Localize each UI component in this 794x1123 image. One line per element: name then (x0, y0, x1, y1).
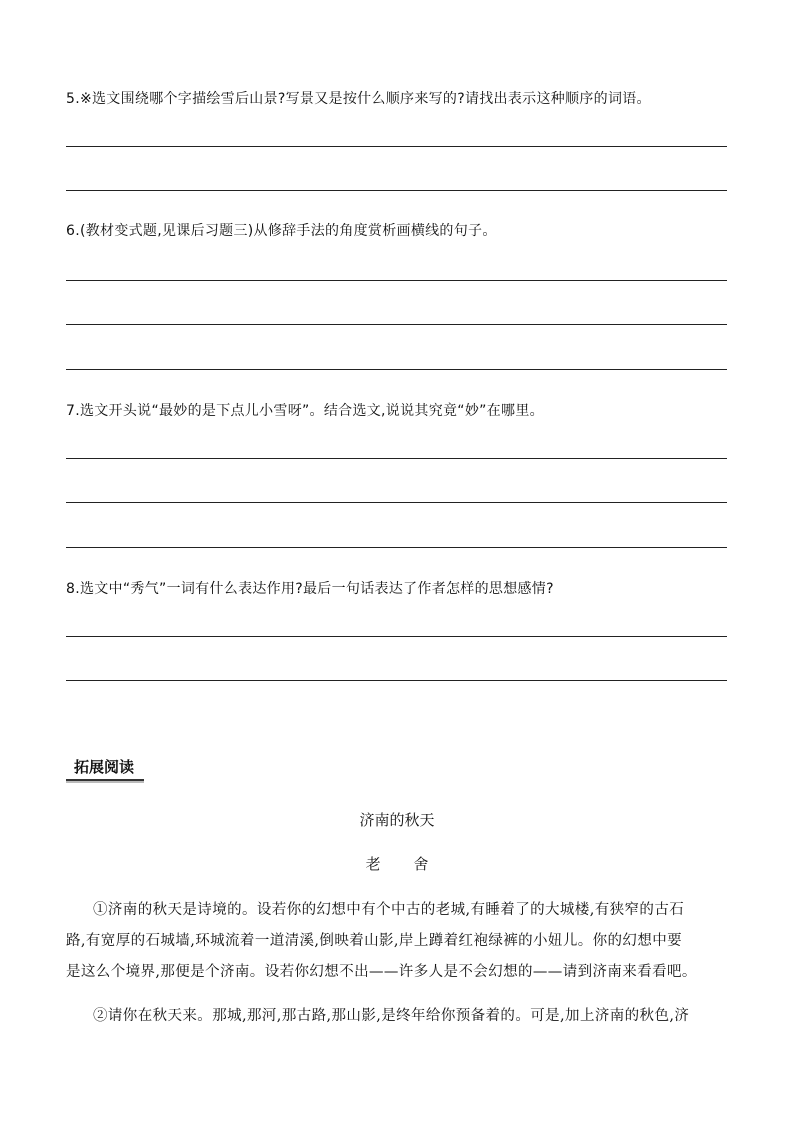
answer-line[interactable] (66, 636, 727, 637)
question-6: 6.(教材变式题,见课后习题三)从修辞手法的角度赏析画横线的句子。 (66, 223, 497, 239)
answer-line[interactable] (66, 324, 727, 325)
section-tag-extended-reading: 拓展阅读 (66, 756, 144, 781)
article-author: 老 舍 (365, 855, 443, 873)
paragraph-1-line-1: ①济南的秋天是诗境的。设若你的幻想中有个中古的老城,有睡着了的大城楼,有狭窄的古石 (93, 902, 685, 918)
answer-line[interactable] (66, 458, 727, 459)
answer-line[interactable] (66, 190, 727, 191)
answer-line[interactable] (66, 502, 727, 503)
answer-line[interactable] (66, 146, 727, 147)
paragraph-2-line-1: ②请你在秋天来。那城,那河,那古路,那山影,是终年给你预备着的。可是,加上济南的秋色,济 (93, 1008, 690, 1024)
answer-line[interactable] (66, 547, 727, 548)
answer-line[interactable] (66, 280, 727, 281)
question-8: 8.选文中“秀气”一词有什么表达作用?最后一句话表达了作者怎样的思想感情? (66, 581, 554, 597)
question-5: 5.※选文围绕哪个字描绘雪后山景?写景又是按什么顺序来写的?请找出表示这种顺序的词语。 (66, 91, 651, 107)
paragraph-1-line-2: 路,有宽厚的石城墙,环城流着一道清溪,倒映着山影,岸上蹲着红袍绿裤的小妞儿。你的幻想中要 (66, 933, 683, 949)
answer-line[interactable] (66, 680, 727, 681)
question-7: 7.选文开头说“最妙的是下点儿小雪呀”。结合选文,说说其究竟“妙”在哪里。 (66, 403, 544, 419)
paragraph-1-line-3: 是这么个境界,那便是个济南。设若你幻想不出——许多人是不会幻想的——请到济南来看看吧。 (66, 964, 697, 980)
article-title: 济南的秋天 (359, 811, 435, 829)
answer-line[interactable] (66, 369, 727, 370)
